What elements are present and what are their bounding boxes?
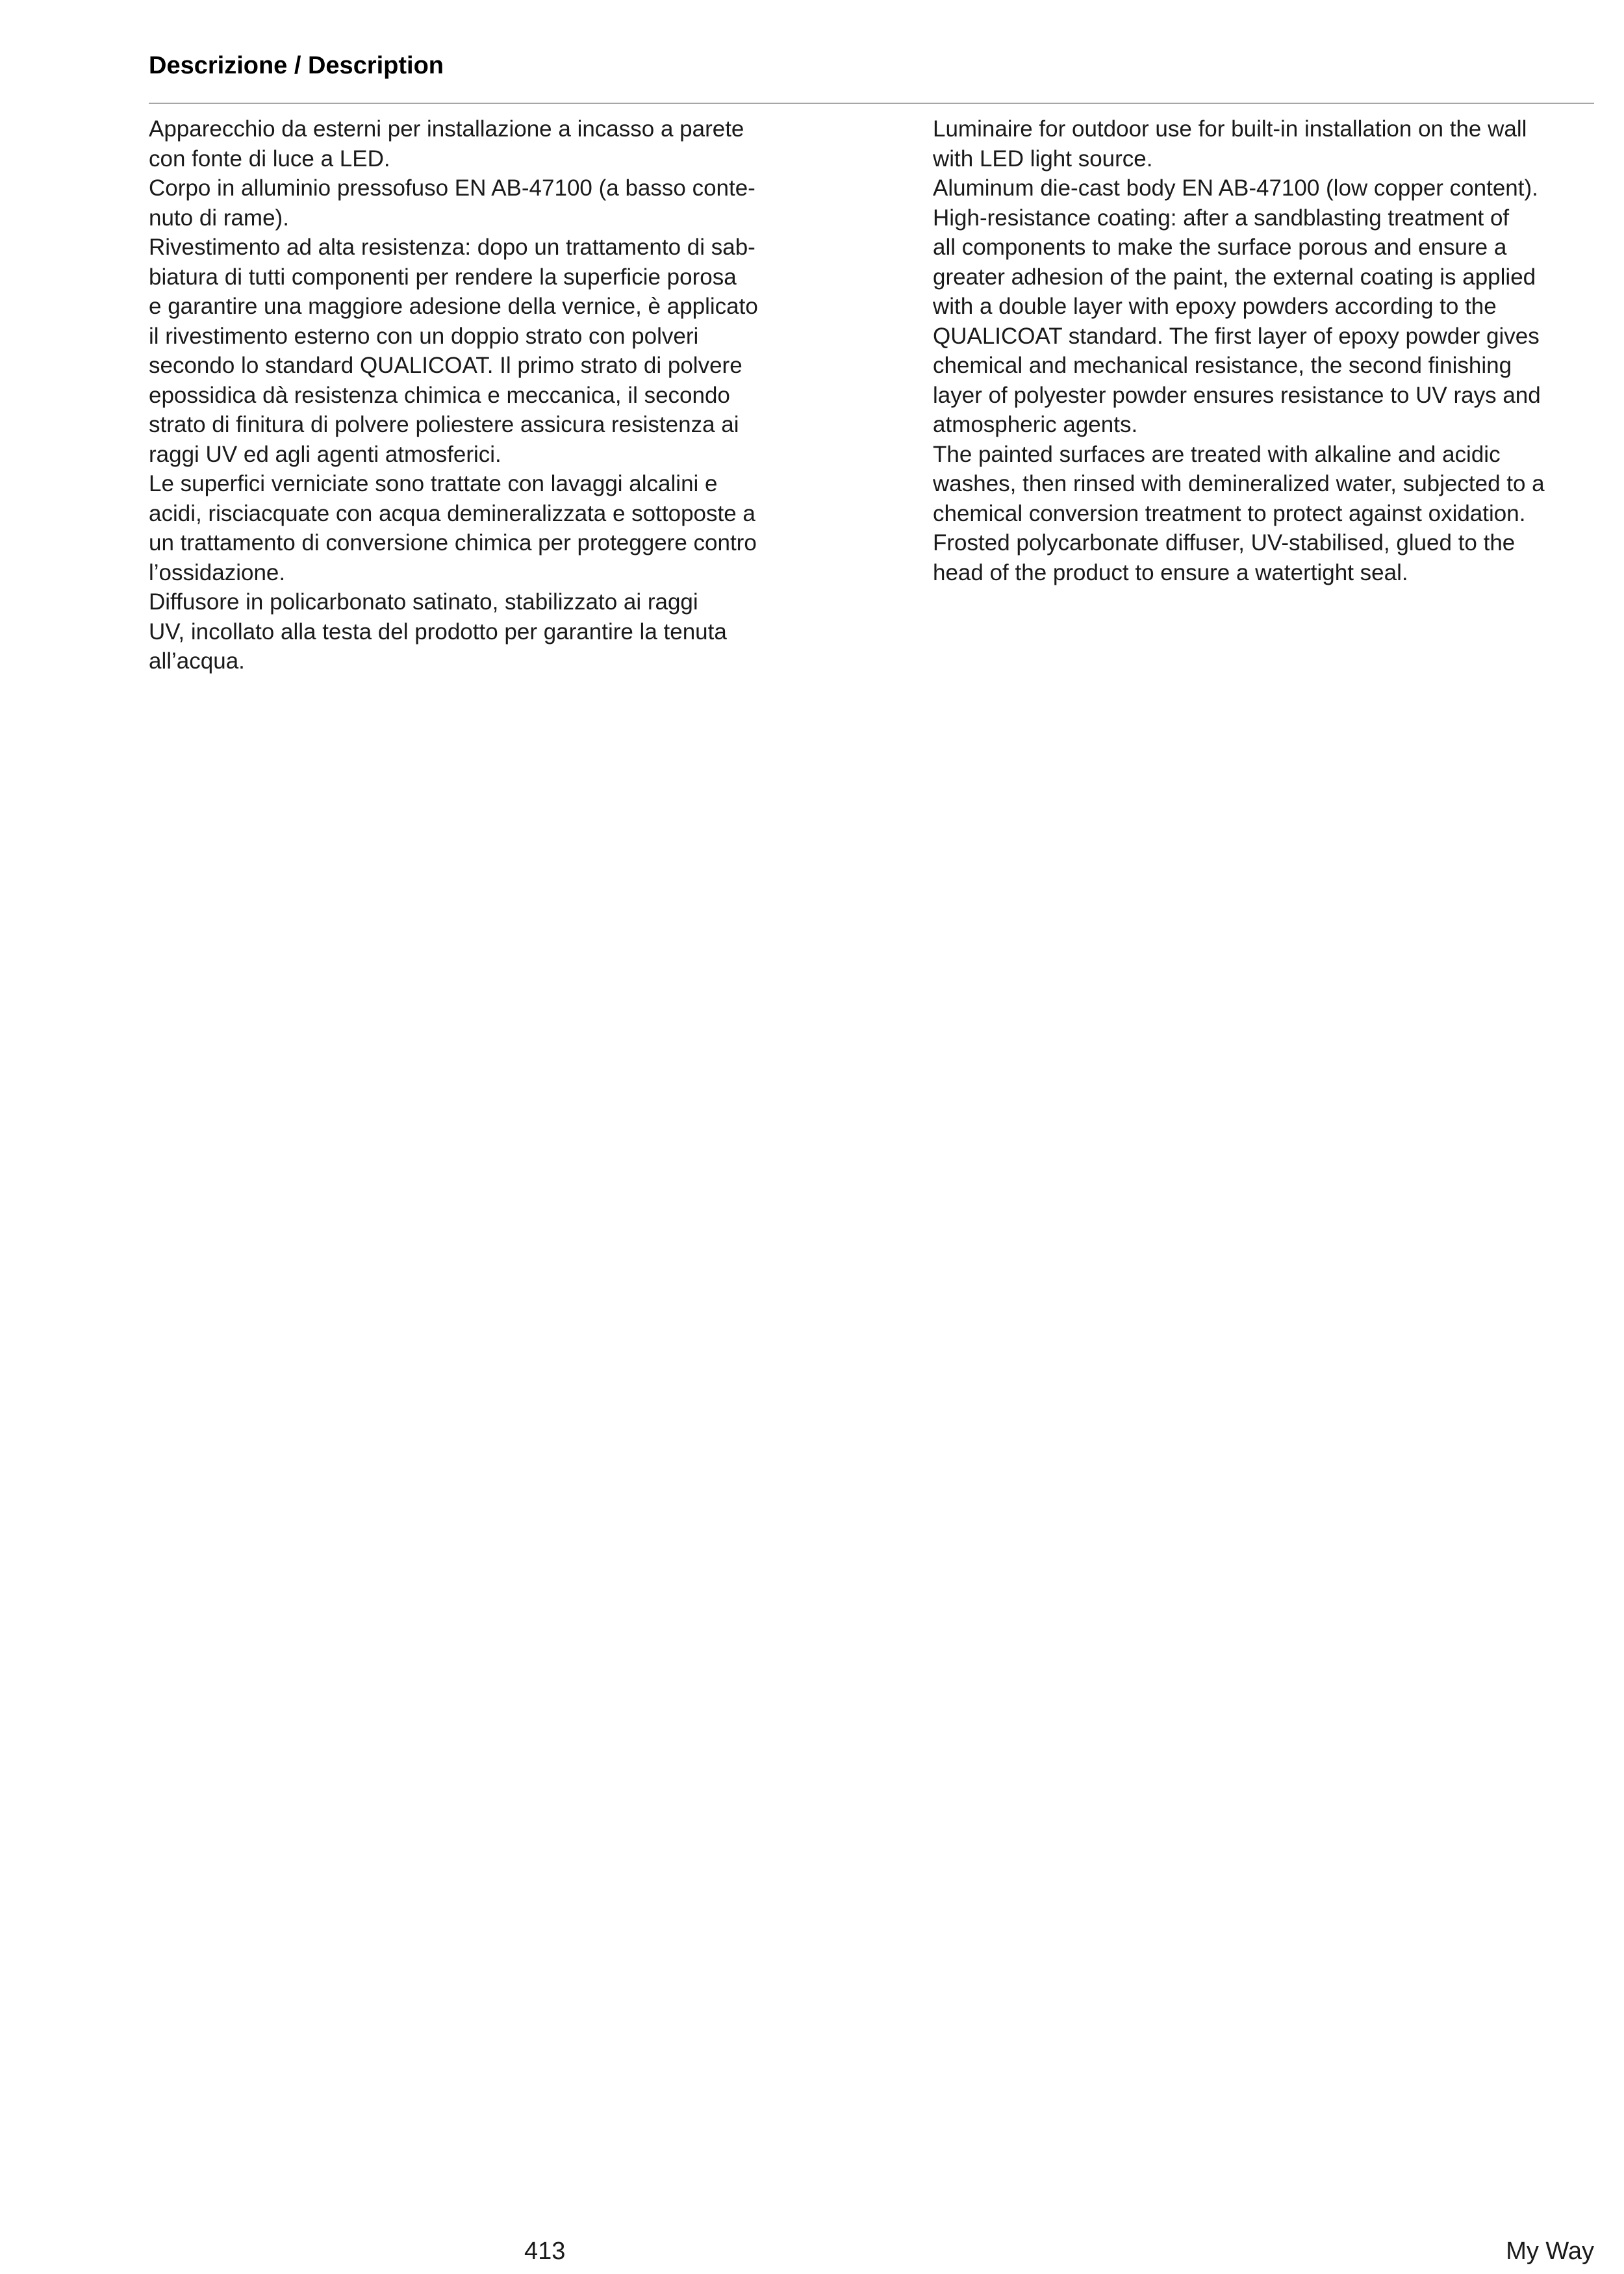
collection-name: My Way (1506, 2238, 1594, 2265)
header-divider (149, 103, 1594, 104)
description-it-paragraph: Diffusore in policarbonato satinato, stabilizzato ai raggi UV, incollato alla testa del prodotto per garantire la tenuta all’acqua. (149, 589, 727, 674)
section-title: Descrizione / Description (149, 52, 444, 79)
description-en-paragraph: High-resistance coating: after a sandblasting treatment of all components to make the surface porous and ensure a greater adhesion of the paint, the external coating is applied with a double layer with epoxy powders according to the QUALICOAT standard. The first layer of epoxy powder gives chemical and mechanical resistance, the second finishing layer of polyester powder ensures resistance to UV rays and atmospheric agents. (933, 205, 1541, 437)
description-it-paragraph: Le superfici verniciate sono trattate con lavaggi alcalini e acidi, risciacquate con acqua demineralizzata e sottoposte a un trattamento di conversione chimica per proteggere contro l’ossidazione. (149, 471, 757, 585)
description-it-paragraph: Corpo in alluminio pressofuso EN AB-47100 (a basso conte- nuto di rame). (149, 175, 755, 231)
description-en-paragraph: Aluminum die-cast body EN AB-47100 (low copper content). (933, 175, 1538, 201)
description-english (933, 114, 1608, 587)
description-en-paragraph: Frosted polycarbonate diffuser, UV-stabilised, glued to the head of the product to ensure a watertight seal. (933, 530, 1516, 585)
description-en-paragraph: Luminaire for outdoor use for built-in installation on the wall with LED light source. (933, 116, 1527, 172)
page-number: 413 (524, 2238, 566, 2265)
description-it-paragraph: Apparecchio da esterni per installazione a incasso a parete con fonte di luce a LED. (149, 116, 744, 172)
description-en-paragraph: The painted surfaces are treated with alkaline and acidic washes, then rinsed with demineralized water, subjected to a chemical conversion treatment to protect against oxidation. (933, 441, 1545, 526)
description-italian (149, 114, 824, 676)
description-it-paragraph: Rivestimento ad alta resistenza: dopo un trattamento di sab- biatura di tutti componenti per rendere la superficie porosa e garantire una maggiore adesione della vernice, è applicato il rivestimento esterno con un doppio strato con polveri secondo lo standard QUALICOAT. Il primo strato di polvere epossidica dà resistenza chimica e meccanica, il secondo strato di finitura di polvere poliestere assicura resistenza ai raggi UV ed agli agenti atmosferici. (149, 235, 758, 467)
